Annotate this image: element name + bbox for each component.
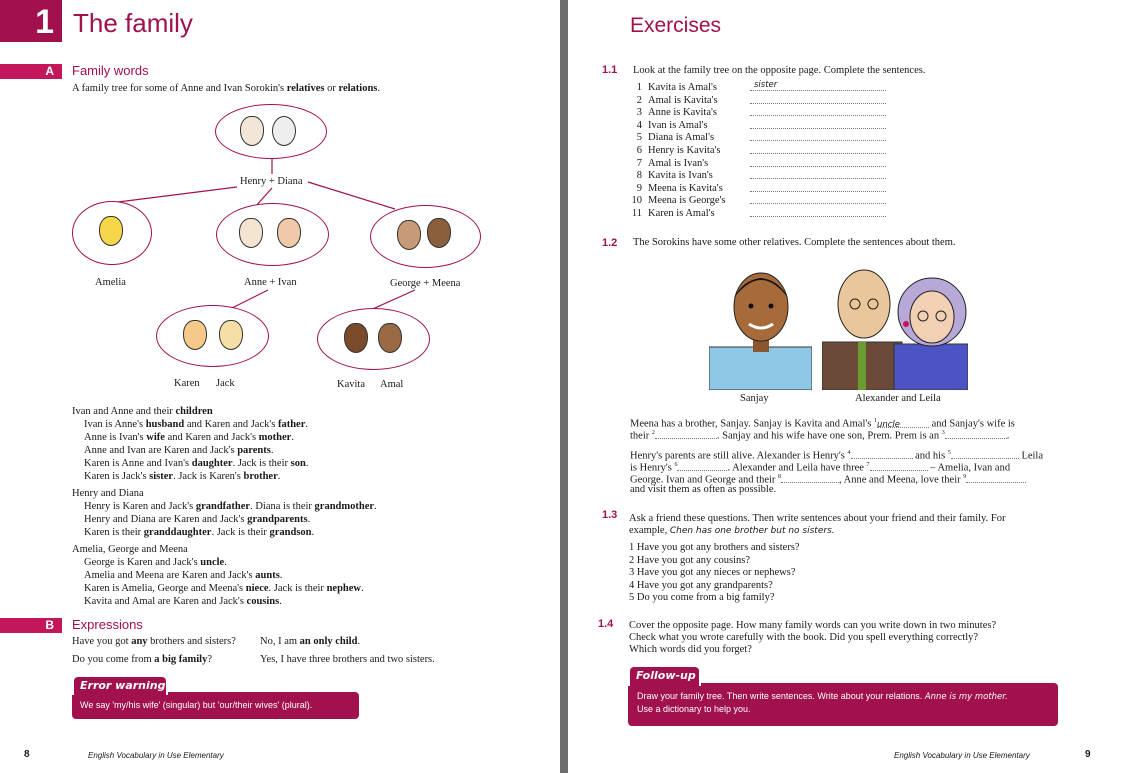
tree-node-grandparents <box>215 104 327 159</box>
meena-face-icon <box>427 218 451 248</box>
karen-face-icon <box>183 320 207 350</box>
exercise-1-3-instruction: Ask a friend these questions. Then write sentences about your friend and their family. For <box>629 513 1006 524</box>
label-karen: Karen <box>174 378 200 389</box>
group3-line-2: Amelia and Meena are Karen and Jack's aunts. <box>84 570 283 581</box>
kavita-face-icon <box>344 323 368 353</box>
sanjay-picture <box>709 262 812 390</box>
tree-node-amelia <box>72 201 152 265</box>
exercise-1-2-p2-line4: and visit them as often as possible. <box>630 484 777 495</box>
tree-node-karen-jack <box>156 305 269 367</box>
exercise-1-3-number: 1.3 <box>602 509 618 521</box>
exercise-1-1-item-text: Amal is Kavita's <box>648 94 718 106</box>
tree-node-kavita-amal <box>317 308 430 370</box>
exercise-1-1-answer-blank[interactable] <box>750 205 886 217</box>
group2-line-2: Henry and Diana are Karen and Jack's grandparents. <box>84 514 311 525</box>
section-a-intro: A family tree for some of Anne and Ivan Sorokin's relatives or relations. <box>72 83 380 94</box>
expression-question-1: Have you got any brothers and sisters? <box>72 636 236 647</box>
exercise-1-3-instruction-2: example, Chen has one brother but no sisters. <box>629 525 835 536</box>
exercise-1-1-answer-blank[interactable] <box>750 142 886 154</box>
grandfather-face-icon <box>240 116 264 146</box>
gap-6[interactable] <box>677 462 727 471</box>
group1-line-3: Anne and Ivan are Karen and Jack's parents. <box>84 445 274 456</box>
exercise-1-3-question: 4 Have you got any grandparents? <box>629 579 773 591</box>
exercise-1-3-question: 2 Have you got any cousins? <box>629 554 751 566</box>
expression-question-2: Do you come from a big family? <box>72 654 212 665</box>
anne-face-icon <box>239 218 263 248</box>
exercise-1-1-answer-blank[interactable] <box>750 129 886 141</box>
exercise-1-1-item-text: Kavita is Ivan's <box>648 170 713 182</box>
expression-answer-1: No, I am an only child. <box>260 636 361 647</box>
exercise-1-1-item-text: Ivan is Amal's <box>648 119 708 131</box>
family-tree-lines <box>0 0 560 400</box>
exercise-1-1-item-number: 7 <box>636 157 642 169</box>
error-warning-box <box>72 692 359 719</box>
exercise-1-1-item-number: 5 <box>636 132 642 144</box>
label-george-meena: George + Meena <box>390 278 461 289</box>
tree-node-anne-ivan <box>216 203 329 266</box>
exercise-1-1-item-number: 6 <box>636 145 642 156</box>
expression-answer-2: Yes, I have three brothers and two sisters. <box>260 654 435 665</box>
exercise-1-1-number: 1.1 <box>602 64 618 76</box>
gap-9[interactable] <box>966 474 1026 483</box>
footer-right: English Vocabulary in Use Elementary <box>894 751 1030 760</box>
exercise-1-1-answer-blank[interactable] <box>750 92 886 104</box>
group3-line-3: Karen is Amelia, George and Meena's niece. Jack is their nephew. <box>84 583 364 594</box>
grandmother-face-icon <box>272 116 296 146</box>
gap-7[interactable] <box>870 462 928 471</box>
group1-line-4: Karen is Anne and Ivan's daughter. Jack is their son. <box>84 458 309 469</box>
group2-line-3: Karen is their granddaughter. Jack is their grandson. <box>84 527 315 538</box>
follow-up-box <box>628 683 1058 726</box>
exercise-1-1-answer-blank[interactable] <box>750 180 886 192</box>
gap-1-answer[interactable]: uncle <box>877 419 929 428</box>
group1-heading: Ivan and Anne and their children <box>72 406 213 417</box>
section-b-title: Expressions <box>72 617 143 632</box>
page-number-right: 9 <box>1085 749 1091 760</box>
exercise-1-1-item-number: 3 <box>636 107 642 119</box>
label-jack: Jack <box>216 378 235 389</box>
group1-line-5: Karen is Jack's sister. Jack is Karen's brother. <box>84 471 281 482</box>
gap-3[interactable] <box>945 430 1007 439</box>
follow-up-line-1: Draw your family tree. Then write sentences. Write about your relations. Anne is my mother. <box>637 691 1008 702</box>
section-a-letter: A <box>0 64 62 79</box>
follow-up-line-2: Use a dictionary to help you. <box>637 704 751 714</box>
caption-sanjay: Sanjay <box>740 393 769 404</box>
label-anne-ivan: Anne + Ivan <box>244 277 297 288</box>
sanjay-illustration-icon <box>709 262 812 390</box>
group3-line-1: George is Karen and Jack's uncle. <box>84 557 227 568</box>
caption-alexander-leila: Alexander and Leila <box>855 393 941 404</box>
exercise-1-4-line-1: Cover the opposite page. How many family words can you write down in two minutes? <box>629 620 997 631</box>
right-page <box>568 0 1127 773</box>
amelia-face-icon <box>99 216 123 246</box>
exercise-1-2-p2-line2: is Henry's $^6$ . Alexander and Leila have three $^7$ – Amelia, Ivan and <box>630 462 1011 474</box>
gap-8[interactable] <box>781 474 839 483</box>
group2-heading: Henry and Diana <box>72 488 144 499</box>
chapter-title: The family <box>73 8 193 38</box>
gap-4[interactable] <box>851 450 913 459</box>
exercise-1-1-item-text: Meena is Kavita's <box>648 182 723 194</box>
exercise-1-4-line-2: Check what you wrote carefully with the book. Did you spell everything correctly? <box>629 632 979 643</box>
exercise-1-2-p2-line3: George. Ivan and George and their $^8$ , Anne and Meena, love their $^9$ <box>630 471 1026 487</box>
exercise-1-1-item-text: Henry is Kavita's <box>648 145 721 156</box>
exercise-1-1-item-number: 2 <box>636 94 642 106</box>
exercise-1-1-item-number: 9 <box>636 182 642 194</box>
ivan-face-icon <box>277 218 301 248</box>
exercise-1-1-answer-blank[interactable]: sister <box>750 79 886 91</box>
tree-node-george-meena <box>370 205 481 268</box>
section-a-title: Family words <box>72 63 149 78</box>
exercise-1-4-number: 1.4 <box>598 618 614 630</box>
exercise-1-2-p2-line1: Henry's parents are still alive. Alexander is Henry's $^4$ and his $^5$ Leila <box>630 450 1044 462</box>
section-b-letter: B <box>0 618 62 633</box>
exercise-1-1-answer-blank[interactable] <box>750 192 886 204</box>
group2-line-1: Henry is Karen and Jack's grandfather. Diana is their grandmother. <box>84 501 377 512</box>
exercise-1-2-p1-line1: Meena has a brother, Sanjay. Sanjay is Kavita and Amal's $^1$uncle and Sanjay's wife is <box>630 418 1015 430</box>
exercise-1-2-p1-line2: their $^2$ . Sanjay and his wife have one son, Prem. Prem is an $^3$ . <box>630 430 1010 442</box>
exercise-1-1-item-number: 11 <box>631 208 642 219</box>
exercise-1-1-item-text: Amal is Ivan's <box>648 157 709 169</box>
exercise-1-1-item-number: 4 <box>636 119 642 131</box>
page-number-left: 8 <box>24 749 30 760</box>
exercise-1-1-answer-blank[interactable] <box>750 117 886 129</box>
label-grandparents: Henry + Diana <box>240 176 303 187</box>
gap-5[interactable] <box>951 450 1019 459</box>
group3-heading: Amelia, George and Meena <box>72 544 188 555</box>
exercise-1-1-answer-blank[interactable] <box>750 155 886 167</box>
follow-up-tab: Follow-up <box>628 665 701 686</box>
exercise-1-1-item-text: Meena is George's <box>648 195 726 207</box>
exercise-1-1-item-text: Diana is Amal's <box>648 132 715 144</box>
exercise-1-1-item-number: 10 <box>631 195 642 207</box>
exercise-1-3-example: Chen has one brother but no sisters. <box>669 526 835 536</box>
george-face-icon <box>397 220 421 250</box>
exercise-1-4-line-3: Which words did you forget? <box>629 644 752 655</box>
exercise-1-1-item-number: 1 <box>636 82 642 93</box>
label-amal: Amal <box>380 379 404 390</box>
jack-face-icon <box>219 320 243 350</box>
exercise-1-3-question: 3 Have you got any nieces or nephews? <box>629 567 796 579</box>
exercise-1-1-item-text: Anne is Kavita's <box>648 107 717 119</box>
error-warning-tab: Error warning <box>72 675 168 695</box>
alexander-leila-illustration-icon <box>822 262 968 390</box>
exercises-title: Exercises <box>630 14 722 37</box>
group1-line-2: Anne is Ivan's wife and Karen and Jack's mother. <box>84 432 294 443</box>
group3-line-4: Kavita and Amal are Karen and Jack's cousins. <box>84 596 282 607</box>
exercise-1-3-question: 1 Have you got any brothers and sisters? <box>629 542 800 553</box>
label-kavita: Kavita <box>337 379 365 390</box>
exercise-1-1-answer-blank[interactable] <box>750 167 886 179</box>
label-amelia: Amelia <box>95 277 126 288</box>
alexander-leila-picture <box>822 262 968 390</box>
error-warning-text: We say 'my/his wife' (singular) but 'our/their wives' (plural). <box>80 700 313 710</box>
exercise-1-3-question: 5 Do you come from a big family? <box>629 592 775 604</box>
left-page <box>0 0 560 773</box>
group1-line-1: Ivan is Anne's husband and Karen and Jack's father. <box>84 419 308 430</box>
amal-face-icon <box>378 323 402 353</box>
chapter-number: 1 <box>0 0 62 42</box>
exercise-1-2-number: 1.2 <box>602 237 618 249</box>
exercise-1-2-instruction: The Sorokins have some other relatives. Complete the sentences about them. <box>633 237 956 248</box>
footer-left: English Vocabulary in Use Elementary <box>88 751 224 760</box>
exercise-1-1-item-text: Karen is Amal's <box>648 208 715 219</box>
gap-2[interactable] <box>655 430 717 439</box>
exercise-1-1-item-number: 8 <box>636 170 642 182</box>
exercise-1-1-answer-blank[interactable] <box>750 104 886 116</box>
exercise-1-1-item-text: Kavita is Amal's <box>648 82 717 93</box>
exercise-1-1-instruction: Look at the family tree on the opposite page. Complete the sentences. <box>633 65 926 76</box>
